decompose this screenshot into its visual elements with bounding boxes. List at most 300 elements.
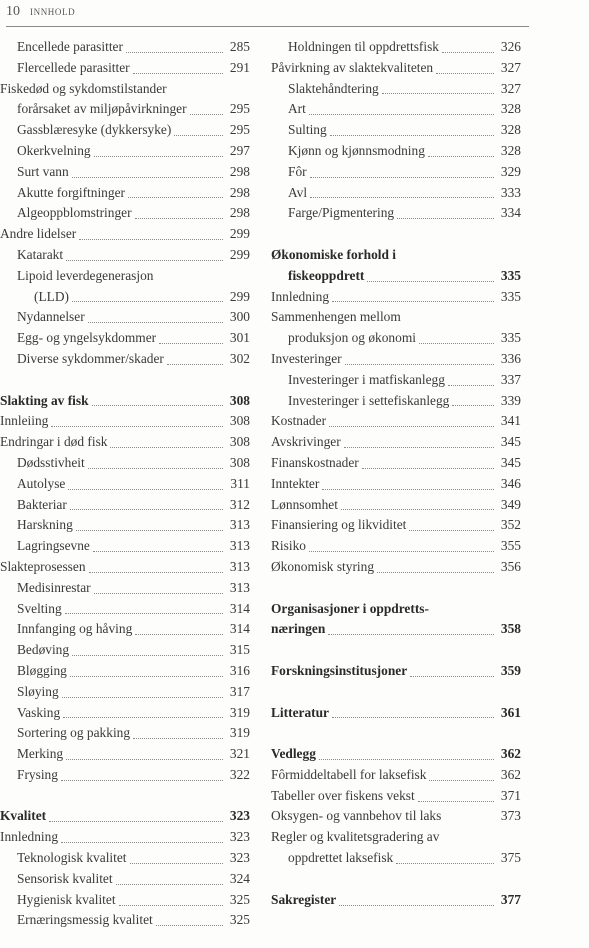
toc-entry-title: Ernæringsmessig kvalitet <box>17 912 153 928</box>
dot-leader <box>128 197 223 198</box>
dot-leader <box>322 489 494 490</box>
toc-entry[interactable] <box>0 349 250 370</box>
toc-entry[interactable] <box>0 910 250 931</box>
toc-page-number: 349 <box>500 496 521 512</box>
dot-leader <box>51 426 223 427</box>
toc-entry[interactable] <box>271 432 521 453</box>
toc-entry-title: Dødsstivheit <box>17 454 85 470</box>
dot-leader <box>93 551 223 552</box>
toc-entry[interactable] <box>271 391 521 412</box>
dot-leader <box>167 364 223 365</box>
toc-entry-title: Påvirkning av slaktekvaliteten <box>271 59 434 75</box>
toc-entry-title: Vedlegg <box>271 746 316 762</box>
page-number: 10 <box>6 4 20 19</box>
toc-page-number: 352 <box>500 517 521 533</box>
toc-entry[interactable] <box>0 869 250 890</box>
toc-entry[interactable] <box>0 266 250 308</box>
toc-entry[interactable] <box>271 806 521 827</box>
dot-leader <box>344 447 494 448</box>
toc-entry[interactable] <box>271 162 521 183</box>
toc-page-number: 317 <box>229 683 250 699</box>
toc-page-number: 324 <box>229 870 250 886</box>
dot-leader <box>328 634 494 635</box>
toc-page-number: 295 <box>229 101 250 117</box>
toc-entry-title: Kostnader <box>271 413 327 429</box>
toc-entry[interactable] <box>271 307 521 328</box>
toc-entry[interactable] <box>0 432 250 453</box>
toc-page-number: 313 <box>229 538 250 554</box>
toc-entry[interactable] <box>0 224 250 245</box>
toc-entry[interactable] <box>271 370 521 391</box>
section-gap <box>271 640 521 661</box>
toc-page-number: 316 <box>229 662 250 678</box>
toc-entry-title: Lagringsevne <box>17 538 90 554</box>
toc-section-heading[interactable] <box>0 806 250 827</box>
toc-page-number: 297 <box>229 142 250 158</box>
dot-leader <box>428 156 494 157</box>
toc-entry[interactable] <box>0 827 250 848</box>
dot-leader <box>135 634 223 635</box>
toc-entry-title: Bedøving <box>17 642 70 658</box>
toc-entry[interactable] <box>271 120 521 141</box>
toc-entry-title: Diverse sykdommer/skader <box>17 350 164 366</box>
toc-entry-title: produksjon og økonomi <box>288 330 416 346</box>
toc-page-number: 314 <box>229 621 250 637</box>
toc-entry-title: Slakteprosessen <box>0 558 86 574</box>
toc-entry-title: Lipoid leverdegenerasjon <box>17 267 154 283</box>
toc-page-number: 377 <box>500 891 521 907</box>
toc-page-number: 362 <box>500 766 521 782</box>
toc-entry-title: Gassblæresyke (dykkersyke) <box>17 122 172 138</box>
toc-entry-title: Finanskostnader <box>271 454 359 470</box>
toc-entry[interactable] <box>271 536 521 557</box>
toc-entry-title: Autolyse <box>17 475 66 491</box>
toc-entry-title: Encellede parasitter <box>17 39 123 54</box>
toc-page-number: 339 <box>500 392 521 408</box>
dot-leader <box>72 655 223 656</box>
toc-entry[interactable] <box>0 765 250 786</box>
toc-entry[interactable] <box>0 328 250 349</box>
toc-entry[interactable] <box>271 328 521 349</box>
toc-entry-title: Katarakt <box>17 246 64 262</box>
toc-entry[interactable] <box>0 744 250 765</box>
toc-page-number: 355 <box>500 538 521 554</box>
toc-entry[interactable] <box>271 495 521 516</box>
toc-page-number: 299 <box>229 246 250 262</box>
toc-entry-title: næringen <box>271 621 326 637</box>
dot-leader <box>119 905 223 906</box>
toc-page-number: 298 <box>229 205 250 221</box>
toc-page-number: 373 <box>500 808 521 824</box>
section-gap <box>271 578 521 599</box>
dot-leader <box>76 530 223 531</box>
dot-leader <box>310 177 494 178</box>
dot-leader <box>156 925 223 926</box>
toc-entry-title: Lønnsomhet <box>271 496 338 512</box>
toc-section-heading[interactable] <box>271 890 521 911</box>
running-title: INNHOLD <box>30 7 76 17</box>
toc-entry-title: Vasking <box>17 704 61 720</box>
toc-page-number: 358 <box>500 621 521 637</box>
toc-entry[interactable] <box>0 120 250 141</box>
dot-leader <box>362 468 494 469</box>
toc-entry[interactable] <box>271 287 521 308</box>
toc-page-number: 325 <box>229 891 250 907</box>
dot-leader <box>409 530 494 531</box>
dot-leader <box>429 780 494 781</box>
toc-entry[interactable] <box>0 661 250 682</box>
dot-leader <box>190 114 223 115</box>
toc-column-right <box>271 37 521 910</box>
toc-entry-title: Forskningsinstitusjoner <box>271 662 408 678</box>
dot-leader <box>49 821 223 822</box>
toc-entry[interactable] <box>0 245 250 266</box>
dot-leader <box>68 489 223 490</box>
dot-leader <box>332 717 494 718</box>
toc-entry[interactable] <box>0 536 250 557</box>
toc-entry-title: Svelting <box>17 600 62 616</box>
toc-page-number: 315 <box>229 642 250 658</box>
toc-entry[interactable] <box>0 307 250 328</box>
toc-page-number: 301 <box>229 330 250 346</box>
toc-page-number: 375 <box>500 850 521 866</box>
toc-entry-title: forårsaket av miljøpåvirkninger <box>17 101 187 117</box>
toc-section-heading[interactable] <box>0 391 250 412</box>
toc-entry[interactable] <box>0 141 250 162</box>
toc-entry[interactable] <box>0 99 250 120</box>
toc-entry[interactable] <box>0 411 250 432</box>
toc-entry-title: Innfanging og håving <box>17 621 133 637</box>
toc-page-number: 346 <box>500 475 521 491</box>
toc-entry[interactable] <box>271 765 521 786</box>
toc-entry-title: Finansiering og likviditet <box>271 517 407 533</box>
toc-entry-title: Innleiing <box>0 413 49 429</box>
dot-leader <box>452 405 494 406</box>
dot-leader <box>442 52 494 53</box>
dot-leader <box>397 218 494 219</box>
toc-section-heading[interactable] <box>271 599 521 620</box>
toc-entry[interactable] <box>0 848 250 869</box>
dot-leader <box>65 613 223 614</box>
toc-entry-title: Tabeller over fiskens vekst <box>271 787 415 803</box>
dot-leader <box>66 759 223 760</box>
toc-entry[interactable] <box>271 58 521 79</box>
toc-entry-title: Innledning <box>271 288 330 304</box>
toc-section-heading[interactable] <box>271 266 521 287</box>
toc-page-number: 359 <box>500 662 521 678</box>
toc-page-number: 308 <box>229 454 250 470</box>
section-gap <box>0 370 250 391</box>
toc-entry[interactable] <box>0 37 250 58</box>
toc-entry[interactable] <box>271 79 521 100</box>
toc-entry-title: Sakregister <box>271 891 337 907</box>
toc-entry-title: Art <box>288 101 306 117</box>
dot-leader <box>61 780 223 781</box>
toc-entry-title: Kjønn og kjønnsmodning <box>288 142 425 158</box>
toc-page-number: 335 <box>500 288 521 304</box>
toc-entry[interactable] <box>271 37 521 58</box>
toc-entry-title: Organisasjoner i oppdretts- <box>271 600 429 616</box>
dot-leader <box>70 676 223 677</box>
toc-entry-title: Kvalitet <box>0 808 47 824</box>
toc-entry-title: Innledning <box>0 829 59 845</box>
dot-leader <box>62 697 223 698</box>
toc-section-heading[interactable] <box>271 619 521 640</box>
dot-leader <box>329 426 494 427</box>
dot-leader <box>88 322 223 323</box>
toc-entry-title: Sammenhengen mellom <box>271 309 401 325</box>
toc-page-number: 308 <box>229 413 250 429</box>
dot-leader <box>133 738 223 739</box>
toc-entry[interactable] <box>0 495 250 516</box>
toc-entry[interactable] <box>0 515 250 536</box>
toc-entry[interactable] <box>271 474 521 495</box>
dot-leader <box>94 593 223 594</box>
dot-leader <box>133 73 223 74</box>
toc-page-number: 313 <box>229 558 250 574</box>
toc-section-heading[interactable] <box>271 245 521 266</box>
toc-entry[interactable] <box>0 640 250 661</box>
toc-page-number: 328 <box>500 101 521 117</box>
toc-entry-title: Farge/Pigmentering <box>288 205 395 221</box>
toc-entry[interactable] <box>271 848 521 869</box>
toc-page-number: 319 <box>229 704 250 720</box>
toc-page-number: 328 <box>500 122 521 138</box>
toc-entry[interactable] <box>0 723 250 744</box>
toc-page-number: 298 <box>229 184 250 200</box>
dot-leader <box>309 114 494 115</box>
toc-page-number: 333 <box>500 184 521 200</box>
dot-leader <box>116 884 223 885</box>
toc-entry[interactable] <box>0 599 250 620</box>
toc-entry-title: Avl <box>288 184 308 200</box>
toc-entry-title: Andre lidelser <box>0 226 77 242</box>
dot-leader <box>174 135 223 136</box>
toc-entry[interactable] <box>271 411 521 432</box>
toc-entry[interactable] <box>0 162 250 183</box>
dot-leader <box>332 301 494 302</box>
toc-entry-title: Frysing <box>17 766 58 782</box>
toc-page-number: 327 <box>500 80 521 96</box>
toc-page-number: 313 <box>229 517 250 533</box>
toc-entry-title: Sulting <box>288 122 327 138</box>
dot-leader <box>159 343 223 344</box>
toc-entry-title: Regler og kvalitetsgradering av <box>271 829 440 845</box>
toc-entry-title: Fiskedød og sykdomstilstander <box>0 80 167 96</box>
dot-leader <box>339 905 494 906</box>
dot-leader <box>130 863 223 864</box>
toc-section-heading[interactable] <box>271 744 521 765</box>
toc-entry-title: fiskeoppdrett <box>288 267 365 283</box>
dot-leader <box>126 52 223 53</box>
toc-page-number: 341 <box>500 413 521 429</box>
dot-leader <box>310 197 494 198</box>
dot-leader <box>410 676 494 677</box>
toc-page-number: 295 <box>229 122 250 138</box>
toc-section-heading[interactable] <box>271 703 521 724</box>
dot-leader <box>135 218 223 219</box>
toc-entry-title: Sortering og pakking <box>17 725 131 741</box>
toc-entry[interactable] <box>271 203 521 224</box>
toc-entry-title: Okerkvelning <box>17 142 91 158</box>
toc-entry-title: Akutte forgiftninger <box>17 184 125 200</box>
toc-entry-title: Bløgging <box>17 662 67 678</box>
dot-leader <box>61 842 223 843</box>
toc-entry[interactable] <box>0 183 250 204</box>
dot-leader <box>63 717 223 718</box>
toc-entry-title: Flercellede parasitter <box>17 59 130 75</box>
dot-leader <box>319 759 494 760</box>
toc-entry[interactable] <box>271 99 521 120</box>
toc-entry-title: Egg- og yngelsykdommer <box>17 330 157 346</box>
dot-leader <box>94 156 223 157</box>
toc-entry-title: Surt vann <box>17 163 69 179</box>
toc-page-number: 300 <box>229 309 250 325</box>
dot-leader <box>448 385 494 386</box>
toc-page-number: 321 <box>229 746 250 762</box>
toc-entry-title: Avskrivinger <box>271 434 341 450</box>
toc-entry[interactable] <box>271 827 521 848</box>
toc-page-number: 323 <box>229 808 250 824</box>
toc-page-number: 337 <box>500 371 521 387</box>
toc-page-number: 322 <box>229 766 250 782</box>
toc-entry-title: Bakteriar <box>17 496 67 512</box>
dot-leader <box>89 572 223 573</box>
toc-entry[interactable] <box>0 474 250 495</box>
dot-leader <box>92 405 223 406</box>
dot-leader <box>436 73 494 74</box>
toc-entry[interactable] <box>0 682 250 703</box>
toc-page-number: 313 <box>229 579 250 595</box>
dot-leader <box>72 301 223 302</box>
toc-entry-title: Risiko <box>271 538 306 554</box>
toc-entry-title: Sensorisk kvalitet <box>17 870 113 886</box>
toc-entry[interactable] <box>271 453 521 474</box>
toc-page-number: 311 <box>230 475 250 491</box>
section-gap <box>0 786 250 807</box>
toc-entry[interactable] <box>271 515 521 536</box>
toc-entry-title: Nydannelser <box>17 309 85 325</box>
dot-leader <box>396 863 494 864</box>
toc-page-number: 325 <box>229 912 250 928</box>
toc-section-heading[interactable] <box>271 661 521 682</box>
toc-page-number: 329 <box>500 163 521 179</box>
toc-page-number: 326 <box>500 39 521 54</box>
section-gap <box>271 682 521 703</box>
toc-entry-title: oppdrettet laksefisk <box>288 850 394 866</box>
section-gap <box>271 723 521 744</box>
toc-entry[interactable] <box>0 79 250 100</box>
toc-entry[interactable] <box>0 703 250 724</box>
toc-entry-title: Investeringer i matfiskanlegg <box>288 371 445 387</box>
toc-page-number: 345 <box>500 454 521 470</box>
toc-entry[interactable] <box>0 578 250 599</box>
toc-page-number: 299 <box>229 288 250 304</box>
toc-entry-title: Harskning <box>17 517 73 533</box>
toc-entry-title: Sløying <box>17 683 59 699</box>
toc-page-number: 308 <box>229 434 250 450</box>
dot-leader <box>70 509 223 510</box>
section-gap <box>271 224 521 245</box>
toc-entry-title: Investeringer <box>271 350 342 366</box>
toc-entry-title-continued: (LLD) <box>34 288 69 304</box>
toc-entry-title: Fôr <box>288 163 307 179</box>
dot-leader <box>377 572 494 573</box>
toc-entry-title: Teknologisk kvalitet <box>17 850 127 866</box>
toc-page-number: 291 <box>229 59 250 75</box>
toc-entry-title: Økonomisk styring <box>271 558 375 574</box>
toc-page-number: 362 <box>500 746 521 762</box>
toc-entry[interactable] <box>271 183 521 204</box>
dot-leader <box>419 343 494 344</box>
toc-entry-title: Holdningen til oppdrettsfisk <box>288 39 440 54</box>
toc-page-number: 319 <box>229 725 250 741</box>
dot-leader <box>367 281 494 282</box>
toc-entry-title: Slakting av fisk <box>0 392 89 408</box>
dot-leader <box>341 509 494 510</box>
section-gap <box>271 869 521 890</box>
toc-page-number: 323 <box>229 829 250 845</box>
toc-page-number: 345 <box>500 434 521 450</box>
toc-page-number: 302 <box>229 350 250 366</box>
toc-page-number: 336 <box>500 350 521 366</box>
toc-page-number: 334 <box>500 205 521 221</box>
toc-entry[interactable] <box>271 557 521 578</box>
toc-page-number: 323 <box>229 850 250 866</box>
dot-leader <box>418 801 494 802</box>
dot-leader <box>66 260 223 261</box>
toc-entry[interactable] <box>0 203 250 224</box>
toc-page-number: 299 <box>229 226 250 242</box>
toc-page-number: 327 <box>500 59 521 75</box>
toc-entry-title: Merking <box>17 746 64 762</box>
toc-entry-title: Slaktehåndtering <box>288 80 379 96</box>
toc-entry-title: Oksygen- og vannbehov til laks <box>271 808 442 824</box>
dot-leader <box>110 447 223 448</box>
dot-leader <box>79 239 223 240</box>
toc-entry-title: Inntekter <box>271 475 320 491</box>
toc-entry[interactable] <box>0 58 250 79</box>
toc-entry[interactable] <box>0 557 250 578</box>
toc-entry[interactable] <box>271 349 521 370</box>
toc-entry-title: Fôrmiddeltabell for laksefisk <box>271 766 427 782</box>
page-header <box>6 4 529 27</box>
toc-entry[interactable] <box>0 619 250 640</box>
toc-entry-title: Algeoppblomstringer <box>17 205 132 221</box>
toc-page-number: 361 <box>500 704 521 720</box>
toc-entry-title: Økonomiske forhold i <box>271 246 397 262</box>
toc-column-left <box>0 37 250 931</box>
toc-entry[interactable] <box>0 453 250 474</box>
toc-entry-title: Litteratur <box>271 704 330 720</box>
toc-page-number: 356 <box>500 558 521 574</box>
toc-page-number: 335 <box>500 267 521 283</box>
dot-leader <box>88 468 223 469</box>
toc-page-number: 285 <box>229 39 250 54</box>
toc-page-number: 314 <box>229 600 250 616</box>
toc-page-number: 371 <box>500 787 521 803</box>
toc-entry[interactable] <box>271 141 521 162</box>
dot-leader <box>72 177 223 178</box>
toc-page-number: 335 <box>500 330 521 346</box>
toc-page-number: 308 <box>229 392 250 408</box>
toc-entry[interactable] <box>0 890 250 911</box>
toc-entry[interactable] <box>271 786 521 807</box>
toc-page-number: 312 <box>229 496 250 512</box>
toc-entry-title: Medisinrestar <box>17 579 91 595</box>
dot-leader <box>382 93 494 94</box>
toc-entry-title: Investeringer i settefiskanlegg <box>288 392 450 408</box>
